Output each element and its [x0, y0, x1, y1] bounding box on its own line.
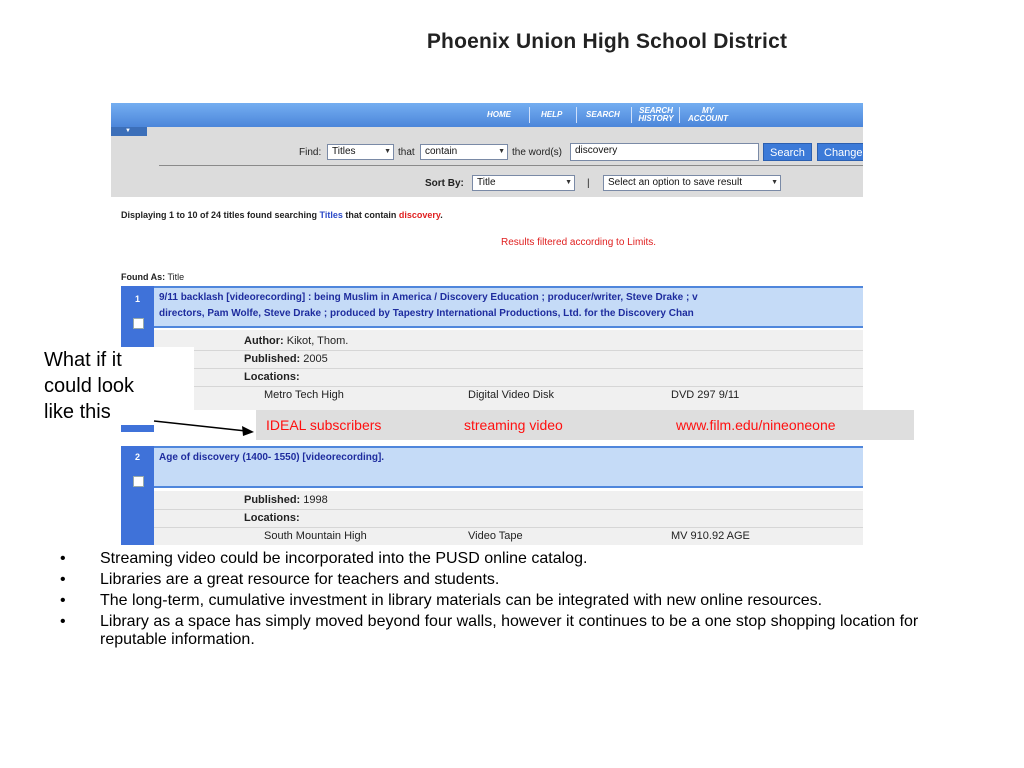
location-format: Digital Video Disk: [468, 389, 555, 401]
nav-separator: [631, 107, 632, 123]
collapse-toggle[interactable]: [111, 127, 147, 136]
search-input[interactable]: [570, 143, 759, 161]
save-results-select[interactable]: [603, 175, 781, 191]
record-locations-label: [244, 512, 300, 524]
chevron-down-icon: ▼: [565, 179, 572, 186]
bullet-text: Streaming video could be incorporated into the PUSD online catalog.: [100, 550, 588, 567]
bullet-text: Library as a space has simply moved beyond four walls, however it continues to be a one stop shopping location for reputable information.: [100, 613, 919, 648]
match-mode-select[interactable]: [420, 144, 508, 160]
locations-label: Locations:: [244, 371, 300, 383]
bullet-text: The long-term, cumulative investment in library materials can be integrated with new online resources.: [100, 592, 823, 609]
bullet-list: [60, 550, 960, 652]
find-label: Find:: [299, 147, 322, 158]
bullet-marker: •: [60, 550, 66, 567]
chevron-down-icon: ▼: [771, 179, 778, 186]
published-value: 2005: [303, 353, 328, 365]
results-summary: [121, 210, 443, 220]
locations-label: Locations:: [244, 512, 300, 524]
record-select-checkbox[interactable]: [133, 318, 144, 329]
author-label: Author:: [244, 335, 284, 347]
record-published: [244, 353, 328, 365]
nav-home-link[interactable]: HOME: [487, 110, 511, 119]
bullet-item: [60, 550, 960, 568]
record-author: [244, 335, 348, 347]
nav-search-link[interactable]: SEARCH: [586, 110, 620, 119]
callout-line: What if it: [44, 349, 122, 371]
row-divider: [154, 527, 863, 528]
found-as: [121, 272, 184, 282]
change-button[interactable]: Change: [817, 143, 863, 161]
find-field-select[interactable]: [327, 144, 394, 160]
location-call-number: DVD 297 9/11: [671, 389, 740, 401]
nav-my-account-link[interactable]: MY ACCOUNT: [688, 106, 728, 123]
nav-separator: [576, 107, 577, 123]
record-select-checkbox[interactable]: [133, 476, 144, 487]
bullet-item: [60, 571, 960, 589]
record-number: 1: [134, 294, 140, 304]
location-format: Video Tape: [468, 530, 523, 542]
summary-prefix: Displaying 1 to 10 of 24 titles found searching: [121, 210, 320, 220]
record-number: 2: [134, 452, 140, 462]
callout-arrow-icon: [150, 414, 260, 444]
nav-help-link[interactable]: HELP: [541, 110, 563, 119]
search-button[interactable]: Search: [763, 143, 812, 161]
page-title: Phoenix Union High School District: [426, 30, 788, 53]
bullet-marker: •: [60, 592, 66, 609]
row-divider: [154, 386, 863, 387]
summary-end: .: [440, 210, 443, 220]
search-input-value: discovery: [575, 145, 618, 156]
record-title-link[interactable]: directors, Pam Wolfe, Steve Drake ; produced by Tapestry International Productions, Ltd. for the Discovery Chan: [159, 308, 694, 319]
author-value: Kikot, Thom.: [286, 335, 349, 347]
record-locations-label: [244, 371, 300, 383]
location-name: Metro Tech High: [264, 389, 344, 401]
bullet-item: [60, 613, 960, 649]
record-title-link[interactable]: Age of discovery (1400- 1550) [videorecording].: [159, 452, 385, 463]
catalog-screenshot: [111, 103, 863, 545]
callout-line: like this: [44, 401, 111, 423]
words-label: the word(s): [512, 147, 563, 158]
caret-down-icon: ▼: [125, 128, 131, 134]
sort-by-label: Sort By:: [425, 178, 464, 189]
record-title-link[interactable]: 9/11 backlash [videorecording] : being Muslim in America / Discovery Education ; producer/writer, Steve Drake ; v: [159, 292, 698, 303]
bullet-text: Libraries are a great resource for teachers and students.: [100, 571, 500, 588]
that-label: that: [398, 147, 415, 158]
subscribers-label: IDEAL subscribers: [266, 417, 382, 433]
streaming-video-row: [256, 410, 914, 440]
find-field-value: Titles: [332, 146, 356, 157]
row-divider: [154, 509, 863, 510]
sort-value: Title: [477, 177, 496, 188]
bullet-item: [60, 592, 960, 610]
nav-search-history-link[interactable]: SEARCH HISTORY: [638, 106, 674, 123]
row-divider: [154, 368, 863, 369]
summary-mid: that contain: [342, 210, 399, 220]
chevron-down-icon: ▼: [384, 148, 391, 155]
published-label: Published:: [244, 353, 301, 365]
sort-select[interactable]: [472, 175, 575, 191]
location-name: South Mountain High: [264, 530, 367, 542]
save-results-value: Select an option to save result: [608, 177, 742, 188]
summary-term: discovery: [398, 210, 441, 220]
bullet-marker: •: [60, 613, 66, 630]
record-number-column: [121, 446, 154, 545]
record-published: [244, 494, 328, 506]
streaming-type-label: streaming video: [464, 417, 563, 433]
top-nav-bar: [111, 103, 863, 127]
chevron-down-icon: ▼: [498, 148, 505, 155]
match-mode-value: contain: [425, 146, 458, 157]
row-divider: [154, 350, 863, 351]
found-as-value: Title: [167, 272, 185, 282]
published-label: Published:: [244, 494, 301, 506]
bullet-marker: •: [60, 571, 66, 588]
streaming-url-link[interactable]: www.film.edu/nineoneone: [676, 417, 836, 433]
published-value: 1998: [303, 494, 328, 506]
search-panel-divider: [159, 165, 863, 166]
found-as-label: Found As:: [121, 272, 166, 282]
search-panel: [111, 127, 863, 197]
divider: |: [587, 178, 590, 189]
location-call-number: MV 910.92 AGE: [671, 530, 750, 542]
filter-notice: Results filtered according to Limits.: [501, 237, 657, 248]
callout-line: could look: [44, 375, 135, 397]
nav-separator: [529, 107, 530, 123]
nav-separator: [679, 107, 680, 123]
summary-field: Titles: [319, 210, 343, 220]
